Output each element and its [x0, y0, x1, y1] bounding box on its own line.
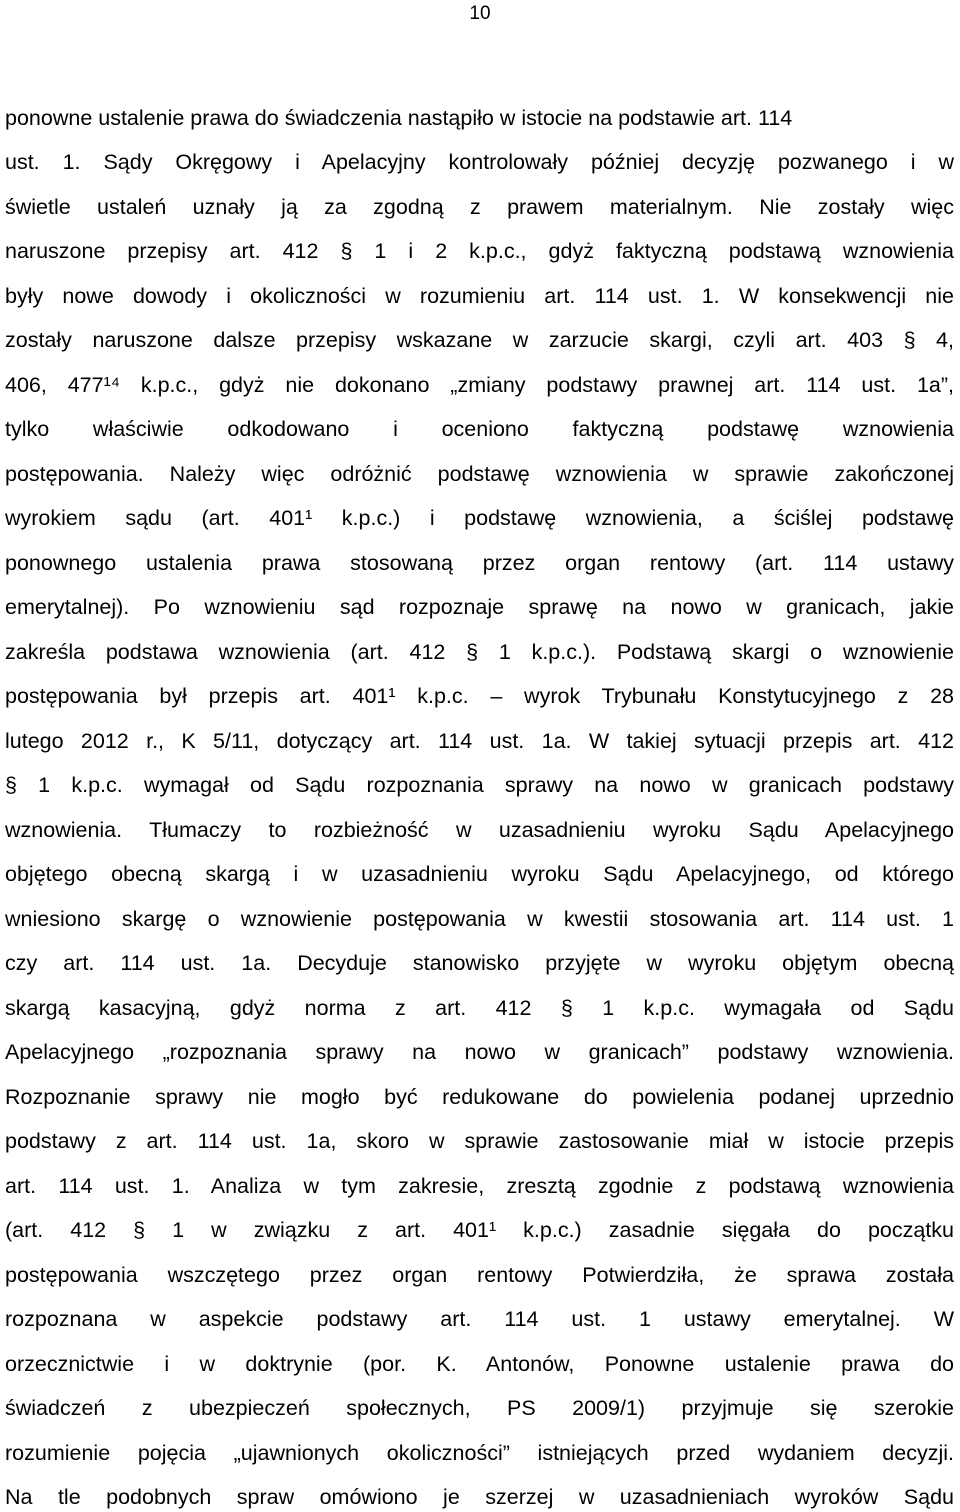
text-line: Na tle podobnych spraw omówiono je szerzej w uzasadnieniach wyroków Sądu [5, 1485, 954, 1509]
text-line: § 1 k.p.c. wymagał od Sądu rozpoznania sprawy na nowo w granicach podstawy [5, 773, 954, 797]
text-line: (art. 412 § 1 w związku z art. 401¹ k.p.c.) zasadnie sięgała do początku [5, 1218, 954, 1242]
text-line: zakreśla podstawa wznowienia (art. 412 § 1 k.p.c.). Podstawą skargi o wznowienie [5, 640, 954, 664]
text-line: wznowienia. Tłumaczy to rozbieżność w uzasadnieniu wyroku Sądu Apelacyjnego [5, 818, 954, 842]
text-line: podstawy z art. 114 ust. 1a, skoro w sprawie zastosowanie miał w istocie przepis [5, 1129, 954, 1153]
text-line: postępowania wszczętego przez organ rentowy Potwierdziła, że sprawa została [5, 1263, 954, 1287]
text-line: Rozpoznanie sprawy nie mogło być redukowane do powielenia podanej uprzednio [5, 1085, 954, 1109]
text-line: wyrokiem sądu (art. 401¹ k.p.c.) i podstawę wznowienia, a ściślej podstawę [5, 506, 954, 530]
text-line: zostały naruszone dalsze przepisy wskazane w zarzucie skargi, czyli art. 403 § 4, [5, 328, 954, 352]
text-line: skargą kasacyjną, gdyż norma z art. 412 § 1 k.p.c. wymagała od Sądu [5, 996, 954, 1020]
text-line: objętego obecną skargą i w uzasadnieniu wyroku Sądu Apelacyjnego, od którego [5, 862, 954, 886]
text-line: czy art. 114 ust. 1a. Decyduje stanowisko przyjęte w wyroku objętym obecną [5, 951, 954, 975]
text-line: Apelacyjnego „rozpoznania sprawy na nowo w granicach” podstawy wznowienia. [5, 1040, 954, 1064]
page-number: 10 [469, 3, 491, 24]
text-line: orzecznictwie i w doktrynie (por. K. Antonów, Ponowne ustalenie prawa do [5, 1352, 954, 1376]
text-line: emerytalnej). Po wznowieniu sąd rozpoznaje sprawę na nowo w granicach, jakie [5, 595, 954, 619]
text-line: postępowania. Należy więc odróżnić podstawę wznowienia w sprawie zakończonej [5, 462, 954, 486]
text-line: świadczeń z ubezpieczeń społecznych, PS 2009/1) przyjmuje się szerokie [5, 1396, 954, 1420]
text-line: postępowania był przepis art. 401¹ k.p.c. – wyrok Trybunału Konstytucyjnego z 28 [5, 684, 954, 708]
text-line: tylko właściwie odkodowano i oceniono faktyczną podstawę wznowienia [5, 417, 954, 441]
text-line: rozumienie pojęcia „ujawnionych okoliczności” istniejących przed wydaniem decyzji. [5, 1441, 954, 1465]
text-line: naruszone przepisy art. 412 § 1 i 2 k.p.c., gdyż faktyczną podstawą wznowienia [5, 239, 954, 263]
text-line: świetle ustaleń uznały ją za zgodną z prawem materialnym. Nie zostały więc [5, 195, 954, 219]
text-line: wniesiono skargę o wznowienie postępowania w kwestii stosowania art. 114 ust. 1 [5, 907, 954, 931]
text-line: art. 114 ust. 1. Analiza w tym zakresie, zresztą zgodnie z podstawą wznowienia [5, 1174, 954, 1198]
text-line: lutego 2012 r., K 5/11, dotyczący art. 114 ust. 1a. W takiej sytuacji przepis art. 412 [5, 729, 954, 753]
text-line: rozpoznana w aspekcie podstawy art. 114 ust. 1 ustawy emerytalnej. W [5, 1307, 954, 1331]
text-line: 406, 477¹⁴ k.p.c., gdyż nie dokonano „zmiany podstawy prawnej art. 114 ust. 1a”, [5, 373, 954, 397]
text-line: ponownego ustalenia prawa stosowaną przez organ rentowy (art. 114 ustawy [5, 551, 954, 575]
text-line: ust. 1. Sądy Okręgowy i Apelacyjny kontrolowały później decyzję pozwanego i w [5, 150, 954, 174]
text-line: ponowne ustalenie prawa do świadczenia nastąpiło w istocie na podstawie art. 114 [5, 106, 793, 130]
text-line: były nowe dowody i okoliczności w rozumieniu art. 114 ust. 1. W konsekwencji nie [5, 284, 954, 308]
